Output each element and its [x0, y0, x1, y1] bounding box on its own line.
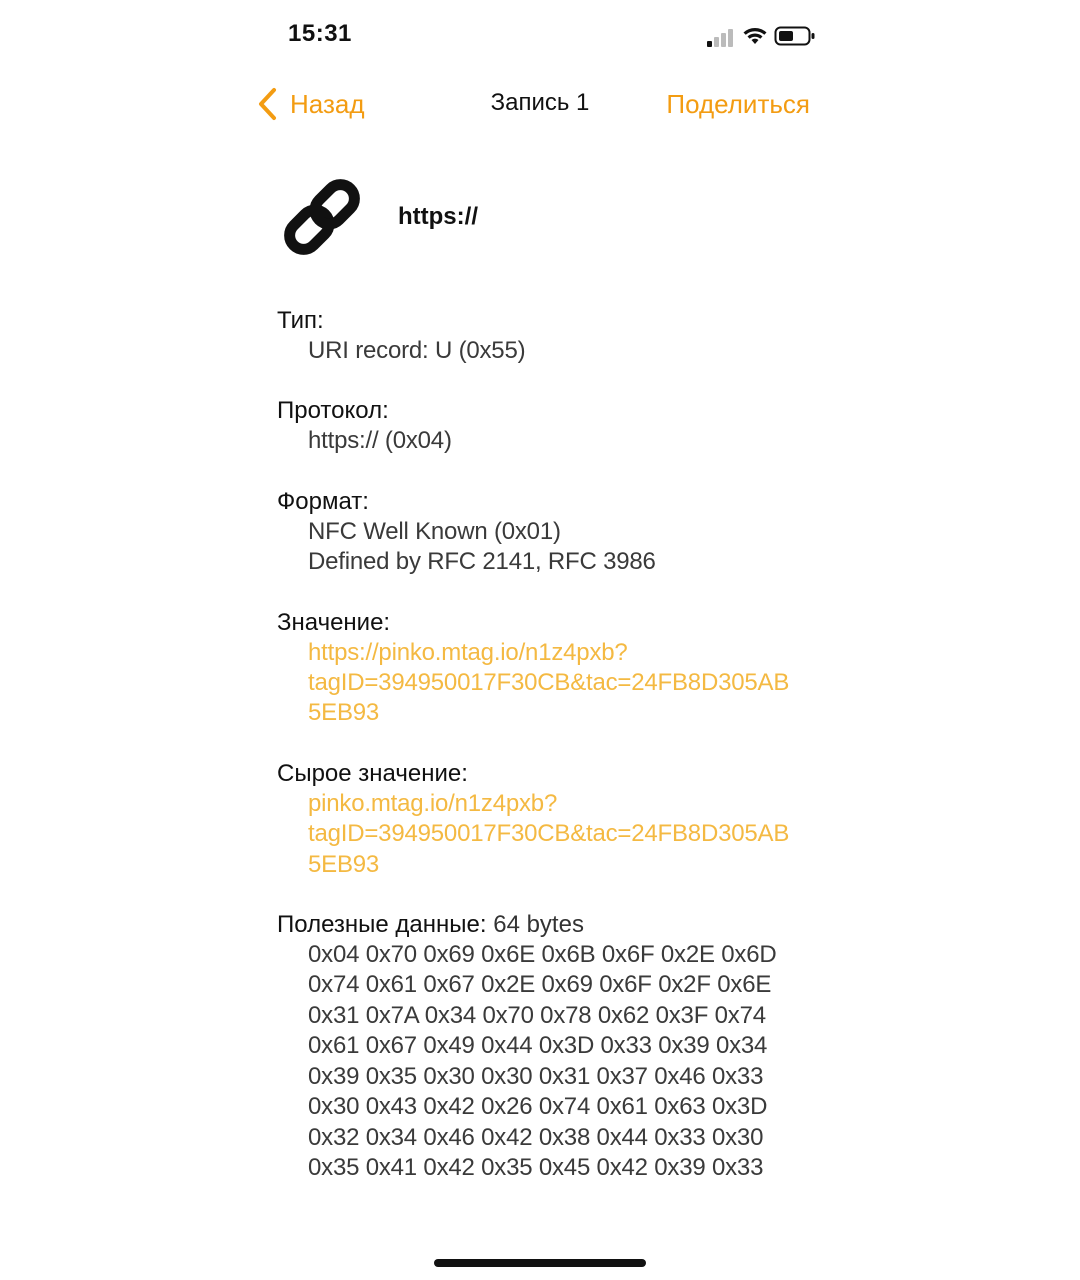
protocol-value: https:// (0x04): [308, 427, 452, 455]
payload-hex-line: 0x35 0x41 0x42 0x35 0x45 0x42 0x39 0x33: [308, 1153, 764, 1181]
back-label: Назад: [290, 88, 365, 119]
type-label: Тип:: [277, 307, 324, 334]
record-details: [277, 306, 837, 1213]
raw-value-link[interactable]: [277, 789, 837, 880]
wifi-icon: [742, 26, 768, 46]
back-button[interactable]: [256, 86, 365, 122]
link-icon: [276, 172, 368, 262]
payload-hex-line: 0x04 0x70 0x69 0x6E 0x6B 0x6F 0x2E 0x6D: [308, 941, 777, 969]
cellular-signal-icon: [706, 28, 734, 48]
payload-label: Полезные данные:: [277, 911, 487, 939]
value-section: [277, 608, 837, 729]
value-link-line[interactable]: https://pinko.mtag.io/n1z4pxb?: [308, 638, 628, 666]
home-indicator[interactable]: [434, 1259, 646, 1267]
raw-value-label: Сырое значение:: [277, 759, 468, 787]
payload-hex-line: 0x39 0x35 0x30 0x30 0x31 0x37 0x46 0x33: [308, 1062, 764, 1090]
chevron-left-icon: [256, 87, 278, 121]
format-section: [277, 487, 837, 578]
value-link-line[interactable]: tagID=394950017F30CB&tac=24FB8D305AB: [308, 669, 790, 697]
page-title: Запись 1: [490, 89, 590, 116]
format-label: Формат:: [277, 487, 369, 515]
type-section: [277, 306, 837, 366]
status-icons: [706, 24, 816, 50]
payload-header: [277, 910, 837, 940]
format-value-line: Defined by RFC 2141, RFC 3986: [308, 548, 656, 576]
value-label: Значение:: [277, 608, 391, 636]
payload-hex-line: 0x32 0x34 0x46 0x42 0x38 0x44 0x33 0x30: [308, 1123, 764, 1151]
battery-icon: [774, 25, 816, 47]
protocol-label: Протокол:: [277, 397, 389, 425]
payload-section: [277, 910, 837, 1183]
share-button[interactable]: Поделиться: [666, 89, 810, 119]
raw-value-line[interactable]: pinko.mtag.io/n1z4pxb?: [308, 789, 558, 817]
raw-value-line[interactable]: tagID=394950017F30CB&tac=24FB8D305AB: [308, 820, 790, 848]
payload-hex-line: 0x74 0x61 0x67 0x2E 0x69 0x6F 0x2F 0x6E: [308, 971, 772, 999]
value-link-line[interactable]: 5EB93: [308, 699, 380, 727]
payload-size: 64 bytes: [493, 911, 584, 939]
format-value-line: NFC Well Known (0x01): [308, 517, 561, 545]
status-time: 15:31: [288, 20, 352, 47]
payload-hex-line: 0x31 0x7A 0x34 0x70 0x78 0x62 0x3F 0x74: [308, 1001, 766, 1029]
payload-hex-line: 0x30 0x43 0x42 0x26 0x74 0x61 0x63 0x3D: [308, 1093, 768, 1121]
payload-hex-line: 0x61 0x67 0x49 0x44 0x3D 0x33 0x39 0x34: [308, 1032, 768, 1060]
raw-value-section: [277, 759, 837, 880]
value-link[interactable]: [277, 638, 837, 729]
protocol-section: [277, 396, 837, 456]
record-title: https://: [398, 203, 478, 230]
raw-value-line[interactable]: 5EB93: [308, 850, 380, 878]
type-value: URI record: U (0x55): [308, 337, 526, 364]
